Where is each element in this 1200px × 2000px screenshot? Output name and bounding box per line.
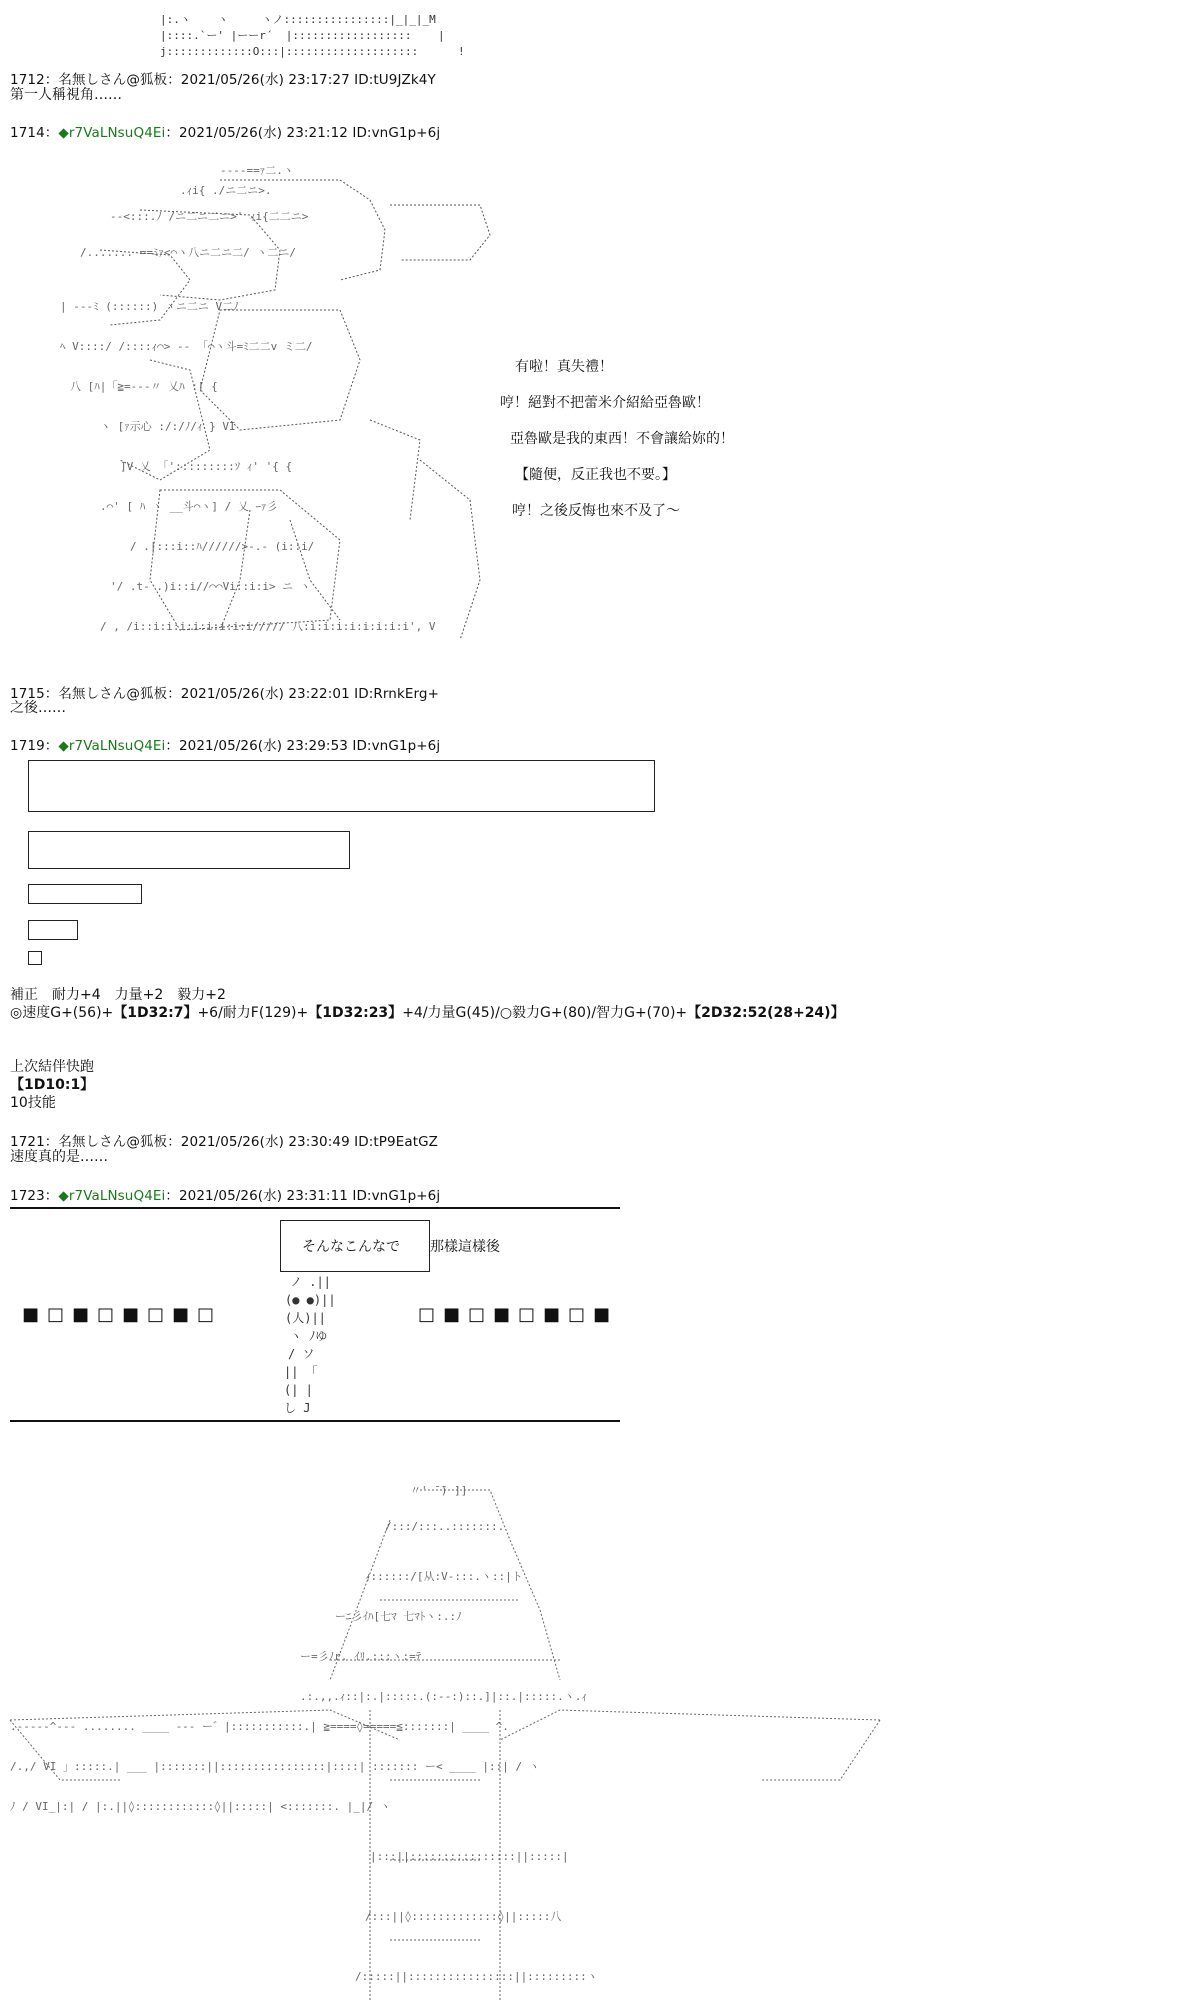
post-header-1714: 1714：◆r7VaLNsuQ4Ei：2021/05/26(水) 23:21:12 ID:vnG1p+6j [10,125,441,141]
dice-roll: 【1D32:7】 [113,1005,198,1021]
post-number[interactable]: 1712 [10,72,45,88]
poster-id: ID:vnG1p+6j [352,125,441,141]
frame-box-large [28,760,655,812]
frame-box-mini [28,951,42,965]
post-header-1719: 1719：◆r7VaLNsuQ4Ei：2021/05/26(水) 23:29:53 ID:vnG1p+6j [10,738,441,754]
post-header-1712: 1712：名無しさん@狐板：2021/05/26(水) 23:17:27 ID:tU9JZk4Y [10,72,436,88]
stats-correction: 補正 耐力+4 力量+2 毅力+2 [10,987,226,1003]
svg-text:.⌒' [ ﾊ ヽ __斗⌒ヽ] / 乂 ｰｧ彡: .⌒' [ ﾊ ヽ __斗⌒ヽ] / 乂 ｰｧ彡 [100,500,278,513]
svg-text:.ｨi{ ./ニ二ニ>.: .ｨi{ ./ニ二ニ>. [180,184,272,197]
post-number[interactable]: 1719 [10,738,45,754]
ascii-line: |:.ヽ ヽ ヽノ::::::::::::::::|_|_|_M [160,13,436,26]
speech-line: 亞魯歐是我的東西！不會讓給妳的！ [510,431,734,447]
svg-text:/:::/:::..:::::::.: /:::/:::..:::::::. [385,1520,505,1533]
frame-box-small [28,884,142,904]
poster-trip: ◆r7VaLNsuQ4Ei [58,125,166,141]
svg-text:/ .|:::i::ﾊ//////>-.- (i::i/: / .|:::i::ﾊ//////>-.- (i::i/ [130,540,315,553]
post-date: 2021/05/26(水) 23:31:11 [178,1188,348,1204]
svg-text:/....... ==ﾐｧ<⌒ヽ八ニ二ニ二/ ヽ二: /....... ==ﾐｧ<⌒ヽ八ニ二ニ二/ ヽ二ニ/ [80,246,296,259]
post-body-1715: 之後…… [10,700,66,716]
svg-text:.-----^--- ........ ____ ---: .-----^--- ........ ____ --- ー゛|:::::::::::.| ≧====◊=====≦:::::::| ____ ^. [10,1720,509,1733]
poster-name: 名無しさん@狐板 [58,686,168,702]
large-ascii-figure [0,1480,900,2000]
post-date: 2021/05/26(水) 23:29:53 [178,738,348,754]
svg-text:]V 乂 「':::::::::ｿ ｨ' '{: ]V 乂 「':::::::::ｿ ｨ' '{ { [120,460,293,473]
post-number[interactable]: 1714 [10,125,45,141]
svg-text:.:.,,.ｨ::|:.|:::::.(:--:)::.]|: .:.,,.ｨ::|:.|:::::.(:--:)::.]|::.|:::::.ヽ.ｨ [300,1690,587,1703]
svg-text:/:::::||::::::::::::::::||::::: /:::::||::::::::::::::::||:::::::::ヽ [355,1970,598,1983]
dice-roll: 【1D32:23】 [308,1005,403,1021]
small-figure-art [280,1272,360,1422]
squares-left: ■□■□■□■□ [22,1304,223,1325]
svg-text:ﾉ / VI_|:| / |:.: ﾉ / VI_|:| / |:.||◊::::::::::::◊||:::::| <:::::::. |_|/ ヽ [10,1800,391,1813]
svg-text:し J: し J [284,1401,311,1415]
svg-text:|:::||::::::::::::::::||:::::|: |:::||::::::::::::::::||:::::| [370,1850,569,1863]
ascii-line: j:::::::::::::O:::|:::::::::::::::::::: ! [160,45,465,58]
svg-text:ー=彡ﾉr. ｲﾘ.:::ヽ:=ﾃ: ー=彡ﾉr. ｲﾘ.:::ヽ:=ﾃ [300,1650,422,1663]
divider-bottom [10,1420,620,1422]
poster-trip: ◆r7VaLNsuQ4Ei [58,1188,166,1204]
poster-id: ID:RrnkErg+ [354,686,439,702]
frame-box-tiny [28,920,78,940]
post-number[interactable]: 1721 [10,1134,45,1150]
stats-dice: 【1D10:1】 [10,1077,95,1093]
stats-note: 上次結伴快跑 [10,1059,94,1075]
svg-text:(| |: (| | [284,1383,313,1397]
speech-line: 哼！絕對不把蕾米介紹給亞魯歐！ [500,395,710,411]
speech-line: 有啦！真失禮！ [515,359,613,375]
post-header-1723: 1723：◆r7VaLNsuQ4Ei：2021/05/26(水) 23:31:11 ID:vnG1p+6j [10,1188,441,1204]
poster-trip: ◆r7VaLNsuQ4Ei [58,738,166,754]
poster-id: ID:vnG1p+6j [352,1188,441,1204]
svg-text:ノ .||: ノ .|| [290,1275,331,1289]
frame-box-medium [28,831,350,869]
svg-text:(● ●)||: (● ●)|| [285,1293,336,1307]
svg-text:----==ｧ二.ヽ: ----==ｧ二.ヽ [220,164,294,177]
svg-text:ヽ ﾉゆ: ヽ ﾉゆ [290,1329,328,1343]
ascii-line: |::::.`ー' |ーーr´ |:::::::::::::::::: | [160,29,445,42]
post-date: 2021/05/26(水) 23:30:49 [180,1134,350,1150]
squares-right: □■□■□■□■ [418,1304,619,1325]
speech-bubble-text: そんなこんなで [302,1239,400,1255]
ascii-art-girls-figure [40,160,510,660]
svg-text:/ , /i::i:i:i:i:i:i:i:i/////: / , /i::i:i:i:i:i:i:i:i///// 八:i:i:i:i:i:i:i:i', V [100,620,436,633]
svg-text:/:::||◊:::::::::::::◊||:::::八: /:::||◊:::::::::::::◊||:::::八 [365,1910,562,1923]
svg-text:'/ .t- .)i::i//⌒⌒Vi::i:i> ニ ヽ: '/ .t- .)i::i//⌒⌒Vi::i:i> ニ ヽ [110,580,311,593]
caption-text: 那樣這樣後 [430,1239,500,1255]
svg-text:--<:::.ﾉ /ニ二ニ二ニ>' ｨi{二二ニ>: --<:::.ﾉ /ニ二ニ二ニ>' ｨi{二二ニ> [110,210,309,223]
svg-text:(人)||: (人)|| [285,1311,326,1325]
poster-id: ID:vnG1p+6j [352,738,441,754]
speech-line: 哼！之後反悔也來不及了～ [512,503,680,519]
post-number[interactable]: 1715 [10,686,45,702]
post-date: 2021/05/26(水) 23:17:27 [180,72,350,88]
svg-text:〃' ̄ ̄) ]]: 〃' ̄ ̄) ]] [410,1484,468,1497]
top-ascii-art [160,0,465,60]
post-number[interactable]: 1723 [10,1188,45,1204]
post-header-1721: 1721：名無しさん@狐板：2021/05/26(水) 23:30:49 ID:tP9EatGZ [10,1134,439,1150]
post-date: 2021/05/26(水) 23:21:12 [178,125,348,141]
svg-text:ｨ::::::/[从:V-:::.ヽ::|ト: ｨ::::::/[从:V-:::.ヽ::|ト [365,1570,523,1583]
poster-name: 名無しさん@狐板 [58,1134,168,1150]
post-body-1721: 速度真的是…… [10,1149,108,1165]
svg-text:ﾍ V::::/ /::::ｨ⌒> -- 「⌒ヽ斗=: ﾍ V::::/ /::::ｨ⌒> -- 「⌒ヽ斗=ﾐ二二v ミ二/ [60,340,313,353]
svg-text:/.,/ VI 」:::::.| ___ |:: /.,/ VI 」:::::.| ___ |:::::::||::::::::::::::::|::::| ::::::: ー< ____ |::| / ヽ [10,1760,540,1773]
poster-name: 名無しさん@狐板 [58,72,168,88]
post-body-1712: 第一人稱視角…… [10,87,122,103]
svg-text:/ ソ: / ソ [288,1347,315,1361]
svg-text:八 [ﾊ|「≧=---〃 乂ﾊ :[ {: 八 [ﾊ|「≧=---〃 乂ﾊ :[ { [70,380,218,393]
poster-id: ID:tU9JZk4Y [354,72,436,88]
post-date: 2021/05/26(水) 23:22:01 [180,686,350,702]
svg-text:ヽ [ｧ示心 :/:/ﾉ/ｨ } VI: ヽ [ｧ示心 :/:/ﾉ/ｨ } VI [100,420,236,433]
poster-id: ID:tP9EatGZ [354,1134,439,1150]
svg-text:ーﾆ彡ｲﾊ[七ﾏ 七ﾏﾄヽ:.:ﾉ: ーﾆ彡ｲﾊ[七ﾏ 七ﾏﾄヽ:.:ﾉ [335,1610,462,1623]
stats-skill: 10技能 [10,1095,56,1111]
post-header-1715: 1715：名無しさん@狐板：2021/05/26(水) 23:22:01 ID:RrnkErg+ [10,686,439,702]
dice-roll: 【2D32:52(28+24)】 [687,1005,845,1021]
svg-text:| ---ﾐ (::::::) ヽニ二ニ: | ---ﾐ (::::::) ヽニ二ニ V二ﾉ [60,300,239,313]
svg-text:|| 「: || 「 [284,1365,318,1379]
divider-top [10,1207,620,1209]
speech-line: 【隨便，反正我也不要。】 [515,467,676,483]
stats-rolls: ◎速度G+(56)+【1D32:7】+6/耐力F(129)+【1D32:23】+4/力量G(45)/○毅力G+(80)/智力G+(70)+【2D32:52(28+24)】 [10,1005,845,1021]
